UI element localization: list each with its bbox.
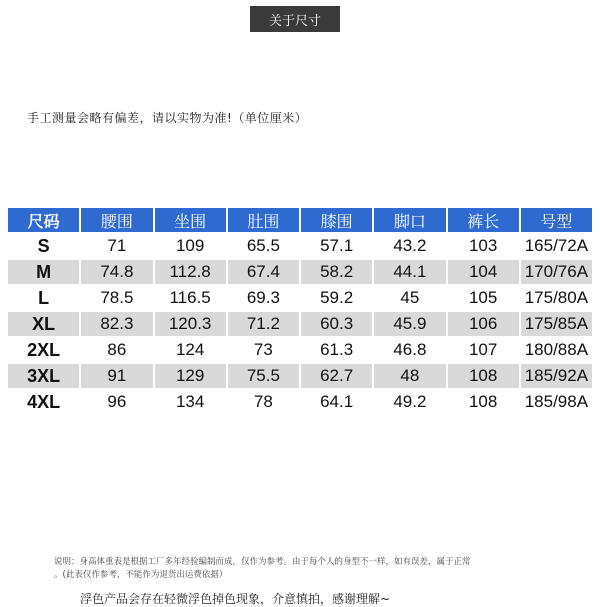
table-cell: 116.5 — [155, 286, 226, 310]
table-cell: 104 — [448, 260, 519, 284]
table-row — [8, 390, 592, 414]
table-cell: 67.4 — [228, 260, 299, 284]
table-cell: 48 — [374, 364, 445, 388]
size-cell: 3XL — [8, 364, 79, 388]
table-cell: 86 — [81, 338, 152, 362]
header-hip: 坐围 — [155, 208, 226, 232]
table-cell: 108 — [448, 390, 519, 414]
table-cell: 103 — [448, 234, 519, 258]
table-cell: 62.7 — [301, 364, 372, 388]
table-cell: 108 — [448, 364, 519, 388]
table-cell: 60.3 — [301, 312, 372, 336]
size-cell: 2XL — [8, 338, 79, 362]
table-row — [8, 364, 592, 388]
header-hem: 脚口 — [374, 208, 445, 232]
table-cell: 165/72A — [521, 234, 592, 258]
table-row — [8, 338, 592, 362]
table-row — [8, 312, 592, 336]
table-cell: 185/92A — [521, 364, 592, 388]
table-cell: 120.3 — [155, 312, 226, 336]
header-waist: 腰围 — [81, 208, 152, 232]
table-cell: 109 — [155, 234, 226, 258]
table-row — [8, 260, 592, 284]
size-table — [6, 206, 594, 416]
table-cell: 44.1 — [374, 260, 445, 284]
table-cell: 57.1 — [301, 234, 372, 258]
table-cell: 64.1 — [301, 390, 372, 414]
table-cell: 58.2 — [301, 260, 372, 284]
table-cell: 78.5 — [81, 286, 152, 310]
header-spec: 号型 — [521, 208, 592, 232]
page-title-badge: 关于尺寸 — [250, 6, 340, 32]
table-cell: 45 — [374, 286, 445, 310]
table-cell: 74.8 — [81, 260, 152, 284]
footnote-line-1: 说明：身高体重表是根据工厂多年经验编制而成，仅作为参考。由于每个人的身型不一样，如有误差，属于正常 — [54, 557, 471, 567]
table-row — [8, 286, 592, 310]
table-cell: 91 — [81, 364, 152, 388]
table-cell: 49.2 — [374, 390, 445, 414]
table-cell: 129 — [155, 364, 226, 388]
table-cell: 124 — [155, 338, 226, 362]
size-cell: L — [8, 286, 79, 310]
table-cell: 185/98A — [521, 390, 592, 414]
table-cell: 180/88A — [521, 338, 592, 362]
table-row — [8, 234, 592, 258]
table-cell: 59.2 — [301, 286, 372, 310]
table-cell: 78 — [228, 390, 299, 414]
table-cell: 43.2 — [374, 234, 445, 258]
footnote — [54, 556, 554, 582]
size-cell: M — [8, 260, 79, 284]
table-cell: 45.9 — [374, 312, 445, 336]
size-cell: S — [8, 234, 79, 258]
table-cell: 175/80A — [521, 286, 592, 310]
size-cell: XL — [8, 312, 79, 336]
table-cell: 71 — [81, 234, 152, 258]
table-cell: 73 — [228, 338, 299, 362]
table-cell: 82.3 — [81, 312, 152, 336]
footnote-line-2: 。(此表仅作参考，不能作为退货出运费依据） — [54, 570, 228, 580]
header-belly: 肚围 — [228, 208, 299, 232]
table-cell: 71.2 — [228, 312, 299, 336]
table-cell: 175/85A — [521, 312, 592, 336]
measurement-note: 手工测量会略有偏差，请以实物为准!（单位厘米） — [27, 111, 308, 125]
table-cell: 106 — [448, 312, 519, 336]
table-cell: 107 — [448, 338, 519, 362]
table-cell: 46.8 — [374, 338, 445, 362]
table-cell: 75.5 — [228, 364, 299, 388]
size-cell: 4XL — [8, 390, 79, 414]
table-cell: 105 — [448, 286, 519, 310]
header-size: 尺码 — [8, 208, 79, 232]
table-cell: 134 — [155, 390, 226, 414]
table-header-row — [8, 208, 592, 232]
table-cell: 65.5 — [228, 234, 299, 258]
table-cell: 112.8 — [155, 260, 226, 284]
color-notice: 浮色产品会存在轻微浮色掉色现象，介意慎拍，感谢理解~ — [80, 592, 391, 606]
table-cell: 69.3 — [228, 286, 299, 310]
table-cell: 61.3 — [301, 338, 372, 362]
header-length: 裤长 — [448, 208, 519, 232]
table-cell: 170/76A — [521, 260, 592, 284]
table-cell: 96 — [81, 390, 152, 414]
header-knee: 膝围 — [301, 208, 372, 232]
